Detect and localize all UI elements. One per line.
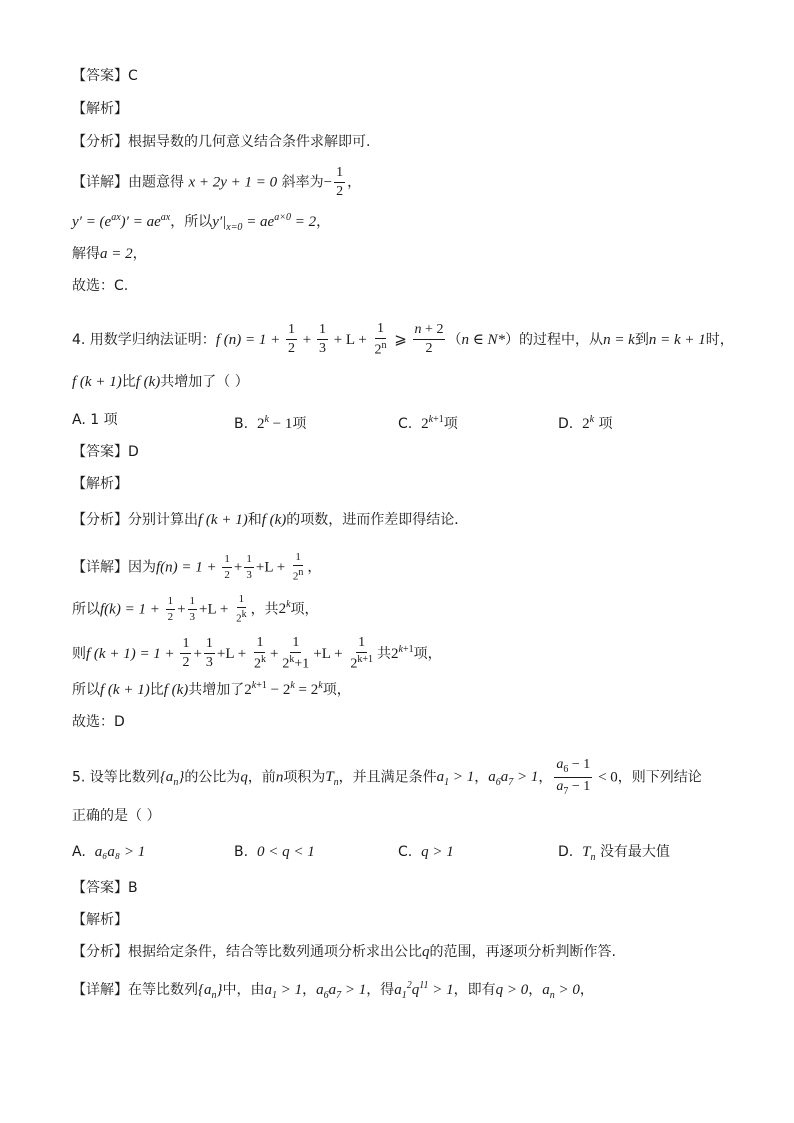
slope-fraction: $\frac{1}{2}$ xyxy=(336,165,344,199)
answer-tag: 【答案】 xyxy=(72,68,128,84)
q4-option-b: B. $2^k - 1$项 xyxy=(234,414,307,432)
q4-stem-line1: 4. 用数学归纳法证明：f (n) = 1 + $\frac{1}{2}$ + $\frac{1}{3}$ + L + $\frac{1}{2^n}$ ⩾ $\frac{n + 2}{2}$ （n ∈ N*）的过程中，从n = k到n = k + 1时， xyxy=(72,321,734,358)
q4-detail-line4: 所以f (k + 1)比f (k)共增加了$2^{k+1} - 2^k = 2^k$项， xyxy=(72,680,351,698)
q3-solve-line: 解得a = 2， xyxy=(72,246,147,262)
q4-option-c: C. $2^{k+1}$项 xyxy=(398,414,458,432)
q3-choose: 故选：C. xyxy=(72,278,129,294)
q4-option-d: D. 2$^k$ 项 xyxy=(558,414,613,432)
q5-answer: B xyxy=(128,880,138,896)
q4-detail-line1: 【详解】因为f(n) = 1 + $\frac{1}{2}$ + $\frac{1}{3}$ +L + $\frac{1}{2^n}$ ， xyxy=(72,551,322,583)
q4-detail-line2: 所以f(k) = 1 + $\frac{1}{2}$ + $\frac{1}{3}$ +L + $\frac{1}{2^k}$ ，共2$^k$项， xyxy=(72,593,319,625)
q4-options xyxy=(72,410,722,430)
q4-answer-line: 【答案】D xyxy=(72,444,139,460)
q5-stem-line2: 正确的是（ ） xyxy=(72,808,161,824)
q5-fenxi: 【分析】根据给定条件，结合等比数列通项分析求出公比q的范围，再逐项分析判断作答. xyxy=(72,944,616,960)
derivative-expression: $y' = (e^{ax})' = ae^{ax}$ xyxy=(72,212,171,230)
q4-analysis-heading: 【解析】 xyxy=(72,476,128,492)
q4-option-a: A. 1 项 xyxy=(72,412,118,428)
q4-function: f (n) = 1 + xyxy=(215,331,284,348)
q3-analysis-heading: 【解析】 xyxy=(72,101,128,117)
q4-answer: D xyxy=(128,444,139,460)
q5-stem-line1: 5. 设等比数列$\{a_n\}$的公比为q，前n项积为$T_n$，并且满足条件$a_1 > 1$，$a_6a_7 > 1$， $\frac{a_6 - 1}{a_7 - 1}$ < 0，则下列结论 xyxy=(72,757,702,797)
q3-detail-line1: 【详解】由题意得 x + 2y + 1 = 0 斜率为− $\frac{1}{2}$ ， xyxy=(72,165,362,199)
q3-fenxi: 【分析】根据导数的几何意义结合条件求解即可. xyxy=(72,134,371,150)
q3-derivative-line: $y' = (e^{ax})' = ae^{ax}$，所以$y'|_{x=0} = ae^{a\times 0} = 2$， xyxy=(72,212,331,233)
q3-answer-line xyxy=(72,66,138,86)
line-equation: x + 2y + 1 = 0 xyxy=(188,174,278,191)
q4-fenxi: 【分析】分别计算出f (k + 1)和f (k)的项数，进而作差即得结论． xyxy=(72,512,469,528)
q5-options xyxy=(72,842,722,862)
q4-choose: 故选：D xyxy=(72,714,125,730)
q5-option-b: B. 0 < q < 1 xyxy=(234,844,315,860)
derivative-value: $y'|_{x=0} = ae^{a\times 0} = 2$ xyxy=(212,212,317,233)
q5-option-d: D. $T_n$ 没有最大值 xyxy=(558,844,670,863)
q5-option-a: A. a₆a₈ > 1 xyxy=(72,844,146,860)
q4-stem-line2: f (k + 1)比f (k)共增加了（ ） xyxy=(72,374,249,390)
q3-answer: C xyxy=(128,68,138,84)
q5-detail-line1: 【详解】在等比数列$\{a_n\}$中，由$a_1 > 1$，$a_6a_7 > 1$，得$a_1^2q^{11} > 1$，即有q > 0，$a_n > 0$， xyxy=(72,980,594,1001)
q5-option-c: C. q > 1 xyxy=(398,844,454,860)
q5-answer-line: 【答案】B xyxy=(72,880,138,896)
q4-detail-line3: 则f (k + 1) = 1 + $\frac{1}{2}$ + $\frac{1}{3}$ +L + $\frac{1}{2^k}$ + $\frac{1}{2^k+1}$ +L + $\frac{1}{2^{k+1}}$ 共$2^{k+1}$项， xyxy=(72,635,442,672)
q5-analysis-heading: 【解析】 xyxy=(72,912,128,928)
